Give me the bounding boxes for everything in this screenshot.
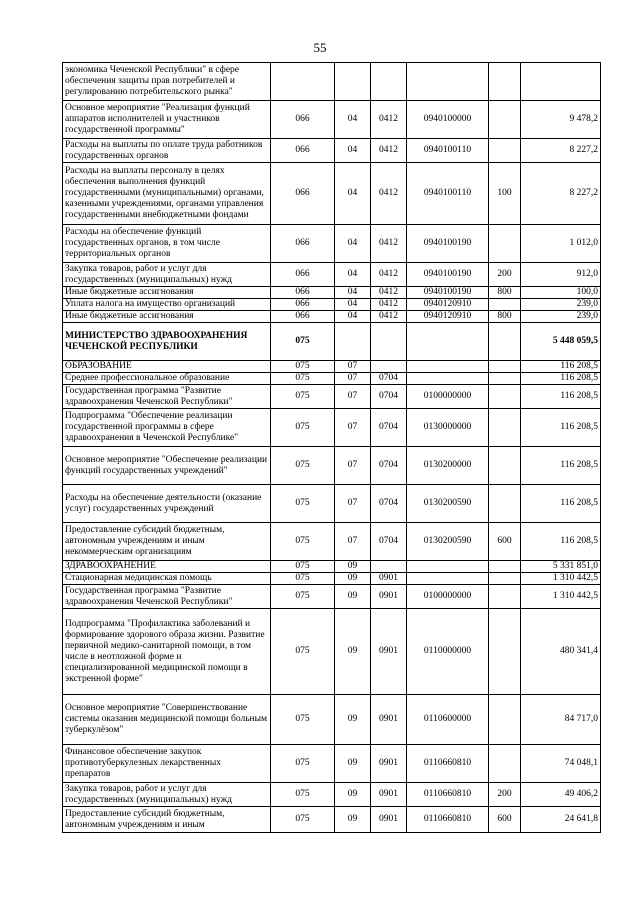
section-code: 09 [335,745,371,783]
expense-type-code [489,409,521,447]
section-code: 07 [335,523,371,561]
subsection-code: 0412 [371,225,407,263]
ministry-code: 066 [271,299,335,311]
row-name: Основное мероприятие "Реализация функций аппаратов исполнителей и участников государственной программы" [63,101,271,139]
amount: 49 406,2 [521,783,601,807]
row-name: Подпрограмма "Профилактика заболеваний и формирование здорового образа жизни. Развитие первичной медико-санитарной помощи, в том числе в неотложной форме и специализированной медицинской помощи в экстренной форме" [63,609,271,695]
expense-type-code [489,373,521,385]
amount: 9 478,2 [521,101,601,139]
amount: 74 048,1 [521,745,601,783]
target-article-code: 0110660810 [407,783,489,807]
target-article-code: 0130000000 [407,409,489,447]
ministry-code: 066 [271,163,335,225]
table-row [63,447,601,485]
section-code: 07 [335,361,371,373]
ministry-code: 066 [271,263,335,287]
table-row [63,485,601,523]
subsection-code: 0412 [371,101,407,139]
subsection-code: 0704 [371,485,407,523]
row-name: МИНИСТЕРСТВО ЗДРАВООХРАНЕНИЯ ЧЕЧЕНСКОЙ РЕСПУБЛИКИ [63,323,271,361]
amount: 100,0 [521,287,601,299]
ministry-code: 075 [271,783,335,807]
section-code: 09 [335,585,371,609]
row-name: Расходы на выплаты персоналу в целях обеспечения выполнения функций государственными (муниципальными) органами, казенными учреждениями, органами управления государственными внебюджетными фондами [63,163,271,225]
subsection-code: 0901 [371,783,407,807]
expense-type-code [489,745,521,783]
section-code: 07 [335,409,371,447]
expense-type-code: 600 [489,807,521,833]
expense-type-code: 200 [489,783,521,807]
subsection-code: 0901 [371,807,407,833]
amount: 1 012,0 [521,225,601,263]
amount: 8 227,2 [521,139,601,163]
section-code [335,323,371,361]
subsection-code [371,323,407,361]
row-name: Предоставление субсидий бюджетным, автономным учреждениям и иным [63,807,271,833]
amount: 24 641,8 [521,807,601,833]
ministry-code: 075 [271,485,335,523]
row-name: Иные бюджетные ассигнования [63,287,271,299]
target-article-code [407,561,489,573]
target-article-code: 0940100190 [407,225,489,263]
subsection-code: 0901 [371,745,407,783]
section-code: 04 [335,101,371,139]
table-row [63,361,601,373]
ministry-code: 066 [271,139,335,163]
section-code: 04 [335,287,371,299]
target-article-code [407,373,489,385]
ministry-code: 075 [271,361,335,373]
ministry-code: 066 [271,287,335,299]
page-number: 55 [313,40,327,55]
target-article-code: 0130200590 [407,523,489,561]
expense-type-code [489,585,521,609]
subsection-code: 0704 [371,373,407,385]
table-row [63,263,601,287]
expense-type-code [489,361,521,373]
subsection-code: 0412 [371,287,407,299]
table-row [63,101,601,139]
target-article-code [407,323,489,361]
ministry-code: 075 [271,695,335,745]
subsection-code: 0704 [371,447,407,485]
expense-type-code [489,485,521,523]
table-row [63,287,601,299]
row-name: Иные бюджетные ассигнования [63,311,271,323]
row-name: ОБРАЗОВАНИЕ [63,361,271,373]
row-name: Закупка товаров, работ и услуг для государственных (муниципальных) нужд [63,263,271,287]
table-row [63,561,601,573]
ministry-code: 075 [271,409,335,447]
row-name: Государственная программа "Развитие здравоохранения Чеченской Республики" [63,585,271,609]
row-name: Расходы на обеспечение функций государственных органов, в том числе территориальных органов [63,225,271,263]
ministry-code: 075 [271,807,335,833]
amount: 912,0 [521,263,601,287]
section-code: 07 [335,447,371,485]
table-row [63,573,601,585]
row-name: Основное мероприятие "Совершенствование системы оказания медицинской помощи больным туберкулёзом" [63,695,271,745]
expense-type-code [489,609,521,695]
table-row [63,409,601,447]
amount [521,63,601,101]
section-code: 07 [335,485,371,523]
section-code: 07 [335,373,371,385]
ministry-code: 066 [271,101,335,139]
target-article-code: 0940120910 [407,311,489,323]
ministry-code: 075 [271,609,335,695]
target-article-code: 0130200000 [407,447,489,485]
table-row [63,745,601,783]
row-name: экономика Чеченской Республики" в сфере обеспечения защиты прав потребителей и регулированию потребительского рынка" [63,63,271,101]
section-code: 09 [335,695,371,745]
expense-type-code: 100 [489,163,521,225]
ministry-code: 075 [271,561,335,573]
table-row [63,373,601,385]
section-code: 09 [335,807,371,833]
subsection-code [371,361,407,373]
ministry-code: 075 [271,373,335,385]
subsection-code: 0901 [371,609,407,695]
target-article-code: 0110660810 [407,807,489,833]
section-code [335,63,371,101]
expense-type-code: 600 [489,523,521,561]
amount: 1 310 442,5 [521,573,601,585]
table-row [63,807,601,833]
row-name: Расходы на выплаты по оплате труда работников государственных органов [63,139,271,163]
section-code: 09 [335,561,371,573]
expense-type-code [489,385,521,409]
table-row [63,63,601,101]
expense-type-code [489,225,521,263]
amount: 116 208,5 [521,409,601,447]
table-body [63,63,601,833]
row-name: ЗДРАВООХРАНЕНИЕ [63,561,271,573]
amount: 116 208,5 [521,361,601,373]
amount: 8 227,2 [521,163,601,225]
subsection-code: 0412 [371,163,407,225]
amount: 116 208,5 [521,447,601,485]
amount: 116 208,5 [521,385,601,409]
row-name: Уплата налога на имущество организаций [63,299,271,311]
subsection-code: 0901 [371,573,407,585]
ministry-code: 075 [271,447,335,485]
expense-type-code: 200 [489,263,521,287]
section-code: 09 [335,573,371,585]
target-article-code [407,573,489,585]
expense-type-code [489,139,521,163]
budget-table [62,62,601,833]
amount: 5 448 059,5 [521,323,601,361]
section-code: 04 [335,263,371,287]
expense-type-code [489,573,521,585]
expense-type-code [489,561,521,573]
target-article-code: 0110600000 [407,695,489,745]
table-row [63,385,601,409]
section-code: 09 [335,609,371,695]
table-row [63,311,601,323]
subsection-code: 0704 [371,409,407,447]
section-code: 04 [335,139,371,163]
ministry-code [271,63,335,101]
section-code: 07 [335,385,371,409]
table-row [63,783,601,807]
row-name: Предоставление субсидий бюджетным, автономным учреждениям и иным некоммерческим организациям [63,523,271,561]
subsection-code: 0901 [371,585,407,609]
subsection-code: 0412 [371,139,407,163]
target-article-code: 0940100110 [407,163,489,225]
target-article-code: 0110000000 [407,609,489,695]
table-row [63,299,601,311]
row-name: Стационарная медицинская помощь [63,573,271,585]
subsection-code [371,561,407,573]
section-code: 04 [335,311,371,323]
expense-type-code [489,63,521,101]
ministry-code: 075 [271,385,335,409]
ministry-code: 075 [271,323,335,361]
target-article-code [407,63,489,101]
expense-type-code [489,447,521,485]
row-name: Финансовое обеспечение закупок противотуберкулезных лекарственных препаратов [63,745,271,783]
row-name: Подпрограмма "Обеспечение реализации государственной программы в сфере здравоохранения в Чеченской Республике" [63,409,271,447]
target-article-code: 0940100190 [407,287,489,299]
target-article-code [407,361,489,373]
subsection-code: 0901 [371,695,407,745]
target-article-code: 0110660810 [407,745,489,783]
subsection-code: 0412 [371,311,407,323]
amount: 116 208,5 [521,485,601,523]
amount: 1 310 442,5 [521,585,601,609]
target-article-code: 0940120910 [407,299,489,311]
table-row [63,323,601,361]
expense-type-code [489,695,521,745]
amount: 5 331 851,0 [521,561,601,573]
section-code: 04 [335,225,371,263]
ministry-code: 066 [271,225,335,263]
table-row [63,225,601,263]
target-article-code: 0940100110 [407,139,489,163]
ministry-code: 075 [271,523,335,561]
table-row [63,523,601,561]
ministry-code: 075 [271,585,335,609]
table-row [63,609,601,695]
target-article-code: 0940100190 [407,263,489,287]
amount: 480 341,4 [521,609,601,695]
row-name: Расходы на обеспечение деятельности (оказание услуг) государственных учреждений [63,485,271,523]
row-name: Среднее профессиональное образование [63,373,271,385]
ministry-code: 075 [271,573,335,585]
table-row [63,139,601,163]
table-row [63,695,601,745]
ministry-code: 066 [271,311,335,323]
subsection-code [371,63,407,101]
row-name: Основное мероприятие "Обеспечение реализации функций государственных учреждений" [63,447,271,485]
target-article-code: 0130200590 [407,485,489,523]
expense-type-code: 800 [489,287,521,299]
row-name: Закупка товаров, работ и услуг для государственных (муниципальных) нужд [63,783,271,807]
subsection-code: 0412 [371,263,407,287]
subsection-code: 0704 [371,385,407,409]
expense-type-code [489,299,521,311]
expense-type-code [489,101,521,139]
table-row [63,163,601,225]
expense-type-code [489,323,521,361]
section-code: 04 [335,163,371,225]
target-article-code: 0100000000 [407,385,489,409]
amount: 116 208,5 [521,373,601,385]
expense-type-code: 800 [489,311,521,323]
amount: 84 717,0 [521,695,601,745]
section-code: 09 [335,783,371,807]
subsection-code: 0704 [371,523,407,561]
amount: 116 208,5 [521,523,601,561]
row-name: Государственная программа "Развитие здравоохранения Чеченской Республики" [63,385,271,409]
table-row [63,585,601,609]
amount: 239,0 [521,299,601,311]
amount: 239,0 [521,311,601,323]
target-article-code: 0100000000 [407,585,489,609]
ministry-code: 075 [271,745,335,783]
subsection-code: 0412 [371,299,407,311]
target-article-code: 0940100000 [407,101,489,139]
section-code: 04 [335,299,371,311]
